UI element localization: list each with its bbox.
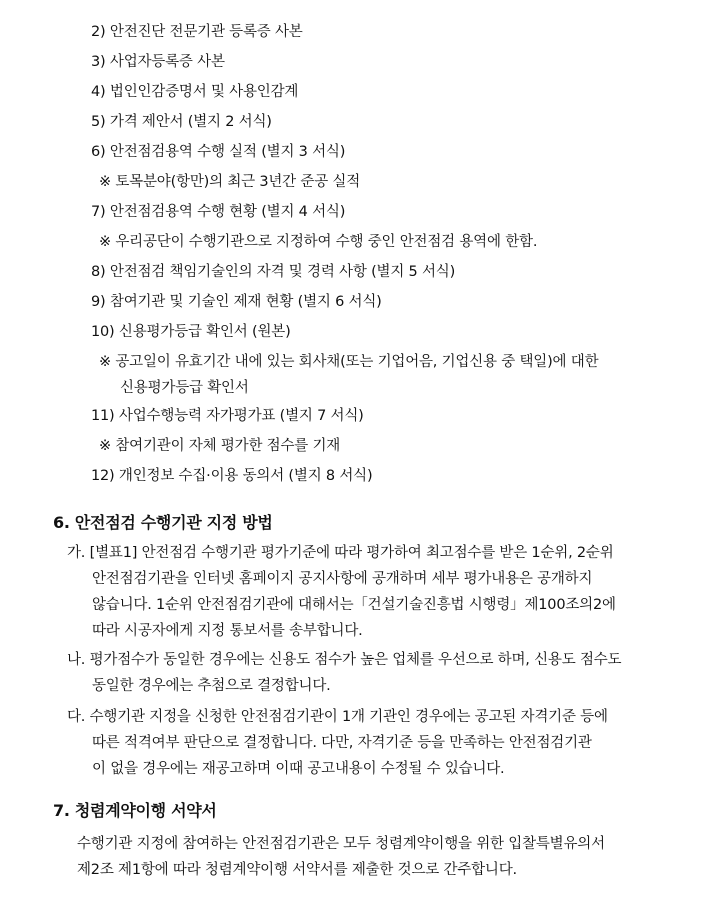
list-note: ※ 토목분야(항만)의 최근 3년간 준공 실적 [99, 174, 361, 190]
list-item: 9) 참여기관 및 기술인 제재 현황 (별지 6 서식) [91, 294, 382, 310]
list-item: 5) 가격 제안서 (별지 2 서식) [91, 114, 272, 130]
list-item: 7) 안전점검용역 수행 현황 (별지 4 서식) [91, 204, 346, 220]
list-item: 8) 안전점검 책임기술인의 자격 및 경력 사항 (별지 5 서식) [91, 264, 456, 280]
section-7-line: 수행기관 지정에 참여하는 안전점검기관은 모두 청렴계약이행을 위한 입찰특별유의서 [77, 836, 605, 852]
list-item: 6) 안전점검용역 수행 실적 (별지 3 서식) [91, 144, 346, 160]
list-item: 12) 개인정보 수집·이용 동의서 (별지 8 서식) [91, 468, 373, 484]
section-6-line: 따라 시공자에게 지정 통보서를 송부합니다. [92, 623, 363, 639]
section-6-line: 가. [별표1] 안전점검 수행기관 평가기준에 따라 평가하여 최고점수를 받은 1순위, 2순위 [67, 545, 614, 561]
section-7-heading: 7. 청렴계약이행 서약서 [53, 801, 217, 820]
list-item: 4) 법인인감증명서 및 사용인감계 [91, 84, 299, 100]
section-6-line: 안전점검기관을 인터넷 홈페이지 공지사항에 공개하며 세부 평가내용은 공개하지 [92, 571, 593, 587]
section-6-line: 이 없을 경우에는 재공고하며 이때 공고내용이 수정될 수 있습니다. [92, 761, 505, 777]
list-item: 11) 사업수행능력 자가평가표 (별지 7 서식) [91, 408, 364, 424]
section-6-line: 않습니다. 1순위 안전점검기관에 대해서는「건설기술진흥법 시행령」제100조의2에 [92, 597, 616, 613]
list-item: 10) 신용평가등급 확인서 (원본) [91, 324, 291, 340]
list-item: 2) 안전진단 전문기관 등록증 사본 [91, 24, 303, 40]
list-note: ※ 우리공단이 수행기관으로 지정하여 수행 중인 안전점검 용역에 한함. [99, 234, 538, 250]
section-6-line: 다. 수행기관 지정을 신청한 안전점검기관이 1개 기관인 경우에는 공고된 자격기준 등에 [67, 709, 608, 725]
list-item: 3) 사업자등록증 사본 [91, 54, 225, 70]
section-6-line: 나. 평가점수가 동일한 경우에는 신용도 점수가 높은 업체를 우선으로 하며, 신용도 점수도 [67, 652, 622, 668]
list-note: ※ 공고일이 유효기간 내에 있는 회사채(또는 기업어음, 기업신용 중 택일)에 대한 [99, 354, 599, 370]
section-6-line: 따른 적격여부 판단으로 결정합니다. 다만, 자격기준 등을 만족하는 안전점검기관 [92, 735, 592, 751]
section-6-line: 동일한 경우에는 추첨으로 결정합니다. [92, 678, 331, 694]
section-7-line: 제2조 제1항에 따라 청렴계약이행 서약서를 제출한 것으로 간주합니다. [77, 862, 517, 878]
list-note-continuation: 신용평가등급 확인서 [120, 380, 249, 396]
list-note: ※ 참여기관이 자체 평가한 점수를 기재 [99, 438, 341, 454]
section-6-heading: 6. 안전점검 수행기관 지정 방법 [53, 513, 273, 532]
